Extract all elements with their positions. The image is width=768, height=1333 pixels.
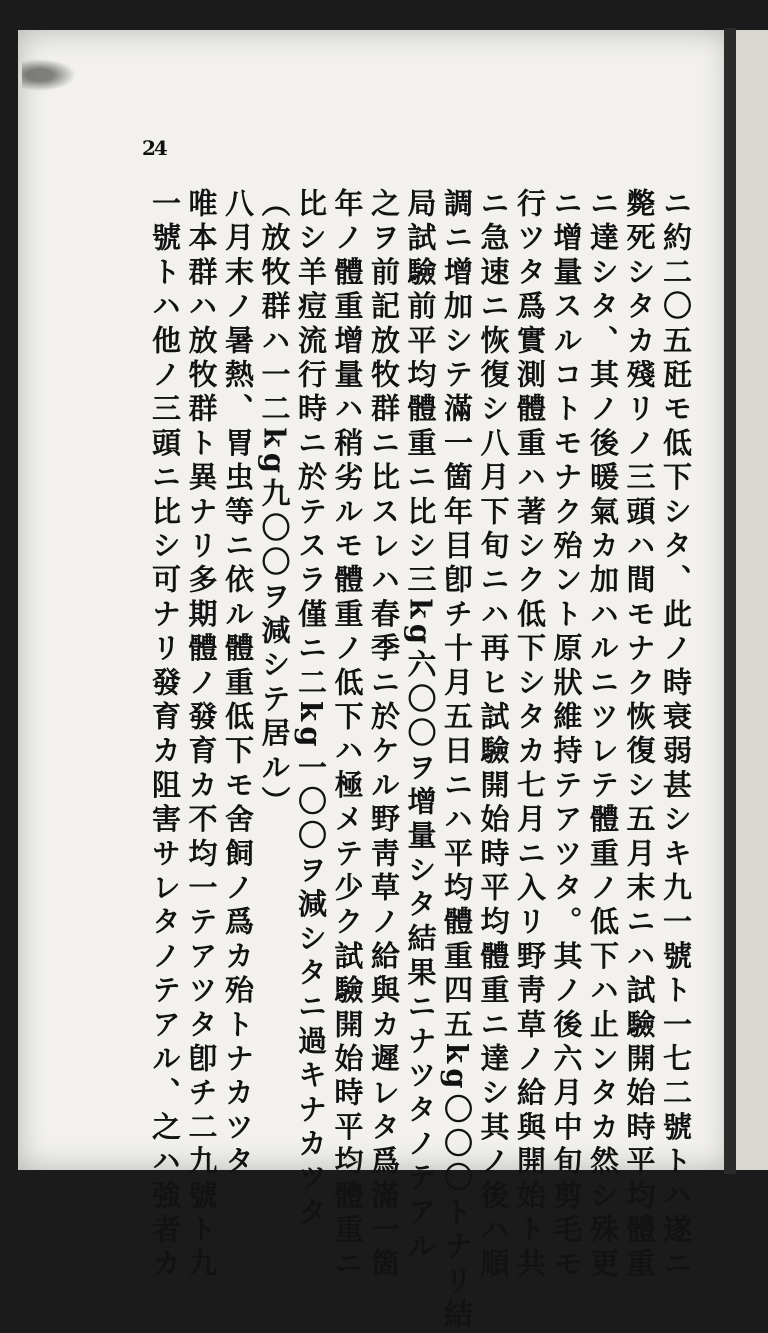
text-column-13: 八月末ノ暑熱、胃虫等ニ依ル體重低下モ舍飼ノ爲カ殆トナカツタ bbox=[221, 188, 255, 1180]
text-column-12: （放牧群ハ一二kg九〇〇ヲ減シテ居ル） bbox=[257, 188, 292, 821]
text-column-10: 年ノ體重增量ハ稍劣ルモ體重ノ低下ハ極メテ少ク試驗開始時平均體重ニ bbox=[330, 188, 365, 1283]
next-page-edge bbox=[736, 30, 768, 1170]
text-column-15: 一號トハ他ノ三頭ニ比シ可ナリ發育カ阻害サレタノテアル、之ハ強者カ bbox=[148, 188, 182, 1283]
text-column-5: 行ツタ爲實測體重ハ著シク低下シタカ七月ニ入リ野靑草ノ給與開始ト共 bbox=[513, 188, 547, 1283]
text-column-8: 局試驗前平均體重ニ比シ三kg六〇〇ヲ增量シタ結果ニナツタノテアル bbox=[403, 188, 438, 1265]
text-column-1: ニ約二〇五瓩モ低下シタ、此ノ時衰弱甚シキ九一號ト一七二號トハ遂ニ bbox=[659, 188, 693, 1283]
text-column-2: 斃死シタカ殘リノ三頭ハ間モナク恢復シ五月末ニハ試驗開始時平均體重 bbox=[622, 188, 657, 1283]
text-column-14: 唯本群ハ放牧群ト異ナリ多期體ノ發育カ不均一テアツタ卽チ二九號ト九 bbox=[184, 188, 219, 1283]
vertical-text-block bbox=[148, 188, 693, 1333]
page-number: 24 bbox=[142, 136, 166, 160]
text-column-4: ニ增量スルコトモナク殆ント原狀維持テアツタ。其ノ後六月中旬剪毛モ bbox=[549, 188, 584, 1283]
text-column-11: 比シ羊痘流行時ニ於テスラ僅ニ二kg一〇〇ヲ減シタニ過キナカツタ bbox=[294, 188, 328, 1231]
page-gutter bbox=[724, 28, 736, 1174]
scan-smudge bbox=[22, 56, 82, 94]
text-column-9: 之ヲ前記放牧群ニ比スレハ春季ニ於ケル野靑草ノ給與カ遲レタ爲滿一箇 bbox=[367, 188, 401, 1283]
text-column-7: 調ニ增加シテ滿一箇年目卽チ十月五日ニハ平均體重四五kg〇〇〇トナリ結 bbox=[440, 188, 474, 1333]
text-column-3: ニ達シタ、其ノ後暖氣カ加ハルニツレテ體重ノ低下ハ止ンタカ然シ殊更 bbox=[586, 188, 620, 1283]
text-column-6: ニ急速ニ恢復シ八月下旬ニハ再ヒ試驗開始時平均體重ニ達シ其ノ後ハ順 bbox=[476, 188, 511, 1283]
